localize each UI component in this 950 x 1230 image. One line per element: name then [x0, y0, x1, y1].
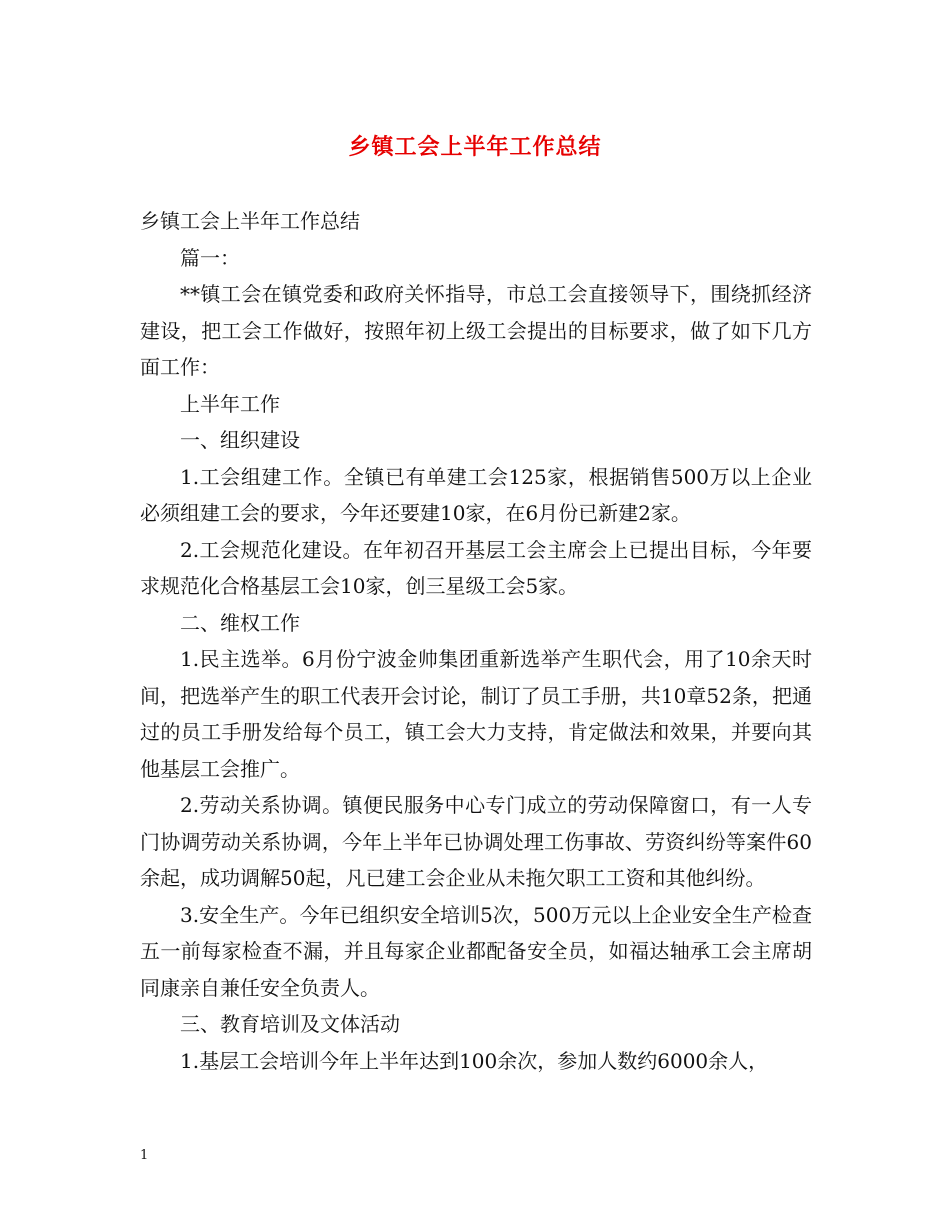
paragraph: **镇工会在镇党委和政府关怀指导，市总工会直接领导下，围绕抓经济建设，把工会工作做好，按照年初上级工会提出的目标要求，做了如下几方面工作： — [140, 282, 812, 379]
page-number: 1 — [140, 1148, 149, 1163]
paragraph: 1.民主选举。6月份宁波金帅集团重新选举产生职代会，用了10余天时间，把选举产生的职工代表开会讨论，制订了员工手册，共10章52条，把通过的员工手册发给每个员工，镇工会大力支持，肯定做法和效果，并要向其他基层工会推广。 — [140, 647, 812, 781]
document-body — [140, 203, 812, 1079]
paragraph: 上半年工作 — [180, 391, 280, 416]
paragraph: 2.劳动关系协调。镇便民服务中心专门成立的劳动保障窗口，有一人专门协调劳动关系协调，今年上半年已协调处理工伤事故、劳资纠纷等案件60余起，成功调解50起，凡已建工会企业从未拖欠职工工资和其他纠纷。 — [140, 793, 812, 890]
document-title: 乡镇工会上半年工作总结 — [348, 134, 602, 160]
paragraph: 三、教育培训及文体活动 — [180, 1012, 400, 1036]
paragraph: 1.基层工会培训今年上半年达到100余次，参加人数约6000余人， — [180, 1048, 769, 1073]
paragraph: 1.工会组建工作。全镇已有单建工会125家，根据销售500万以上企业必须组建工会的要求，今年还要建10家，在6月份已新建2家。 — [140, 464, 812, 525]
paragraph: 二、维权工作 — [180, 610, 300, 635]
paragraph: 乡镇工会上半年工作总结 — [140, 209, 360, 233]
paragraph: 篇一： — [180, 245, 240, 270]
paragraph: 一、组织建设 — [180, 428, 300, 452]
paragraph: 3.安全生产。今年已组织安全培训5次，500万元以上企业安全生产检查五一前每家检查不漏，并且每家企业都配备安全员，如福达轴承工会主席胡同康亲自兼任安全负责人。 — [140, 902, 812, 1000]
paragraph: 2.工会规范化建设。在年初召开基层工会主席会上已提出目标，今年要求规范化合格基层工会10家，创三星级工会5家。 — [140, 537, 812, 598]
